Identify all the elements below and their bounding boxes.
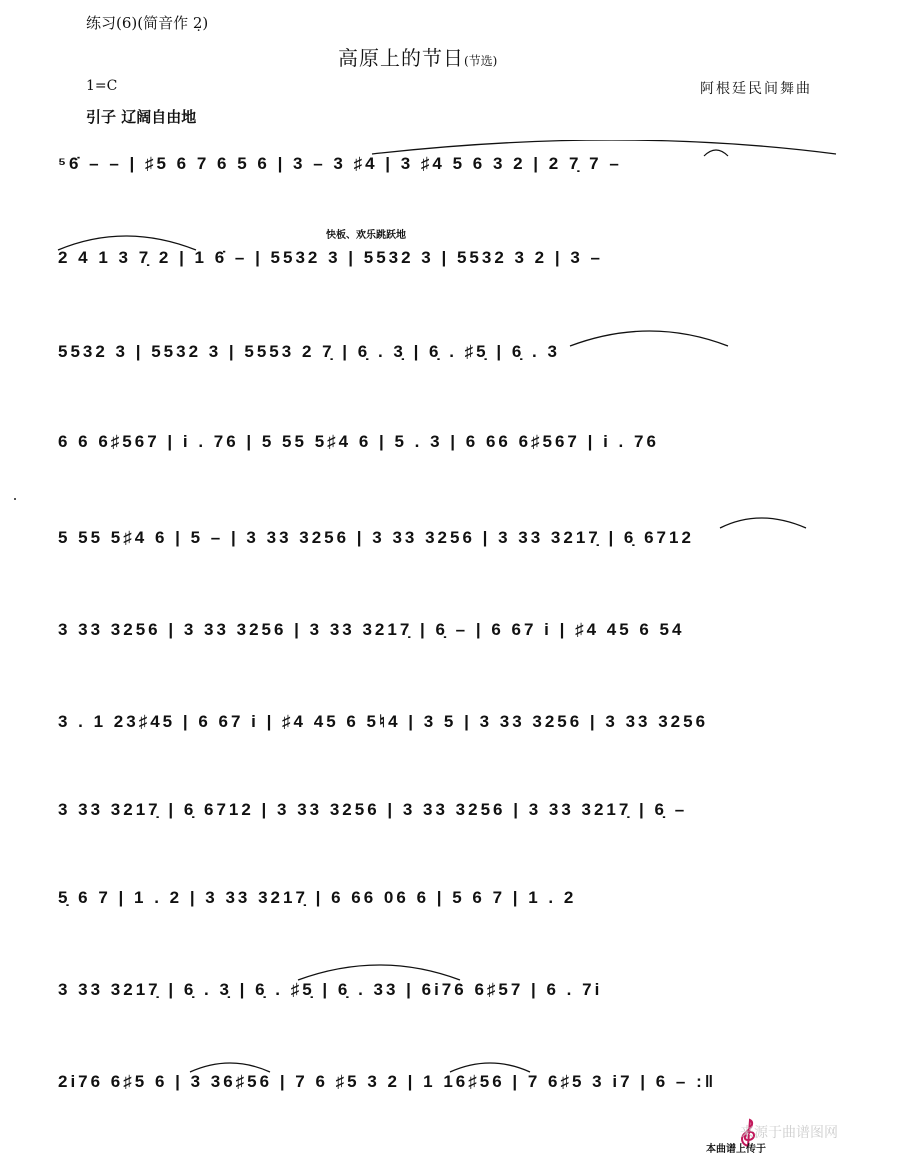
score-line-6 [0,600,898,660]
notation-text: 3 . 1 23♯45 | 6 67 i | ♯4 45 6 5♮4 | 3 5 | 3 33 3256 | 3 33 3256 [58,712,709,731]
notation-text: 6 6 6♯567 | i . 76 | 5 55 5♯4 6 | 5 . 3 | 6 66 6♯567 | i . 76 [58,432,659,451]
notation-text: 3 33 3217̣ | 6̣ . 3̣ | 6̣ . ♯5̣ | 6̣ . 33 | 6i76 6♯57 | 6 . 7i [58,980,603,999]
practice-label: 练习(6)(简音作 2̣) [86,14,209,32]
notation-text: 5532 3 | 5532 3 | 5553 2 7̣ | 6̣ . 3̣ | 6̣ . ♯5̣ | 6̣ . 3 [58,342,560,361]
score-line-8 [0,780,898,840]
notation-text: ⁵6̇ – – | ♯5 6 7 6 5 6 | 3 – 3 ♯4 | 3 ♯4 5 6 3 2 | 2 7̣ 7 – [58,154,622,173]
song-title [338,42,497,71]
notation-text: 5̣ 6 7 | 1 . 2 | 3 33 3217̣ | 6 66 06 6 | 5 6 7 | 1 . 2 [58,888,577,907]
song-title-suffix: (节选) [464,54,498,68]
score-line-4 [0,418,898,478]
score-line-2 [0,230,898,290]
score-line-11 [0,1050,898,1110]
intro-marking: 引子 辽阔自由地 [86,108,197,126]
score-line-3 [0,330,898,390]
score-line-1 [0,140,898,200]
notation-text: 2 4 1 3 7̣ 2 | 1 6̇ – | 5532 3 | 5532 3 | 5532 3 2 | 3 – [58,248,603,267]
page-speck [14,498,16,500]
notation-text: 2i76 6♯5 6 | 3 36♯56 | 7 6 ♯5 3 2 | 1 16♯56 | 7 6♯5 3 i7 | 6 – :‖ [58,1072,717,1091]
score-line-7 [0,690,898,750]
notation-text: 3 33 3217̣ | 6̣ 6712 | 3 33 3256 | 3 33 3256 | 3 33 3217̣ | 6̣ – [58,800,688,819]
score-line-10 [0,958,898,1018]
composer-credit: 阿根廷民间舞曲 [700,81,812,97]
upload-footer: 本曲谱上传于 [706,1144,766,1155]
key-signature: 1=C [86,78,118,94]
score-line-5 [0,506,898,566]
song-title-text: 高原上的节日 [338,46,464,70]
site-watermark: 来源于曲谱图网 [740,1125,838,1141]
score-line-9 [0,868,898,928]
notation-text: 5 55 5♯4 6 | 5 – | 3 33 3256 | 3 33 3256 | 3 33 3217̣ | 6̣ 6712 [58,528,694,547]
tempo-marking: 快板、欢乐跳跃地 [326,230,406,241]
notation-text: 3 33 3256 | 3 33 3256 | 3 33 3217̣ | 6̣ – | 6 67 i | ♯4 45 6 54 [58,620,685,639]
